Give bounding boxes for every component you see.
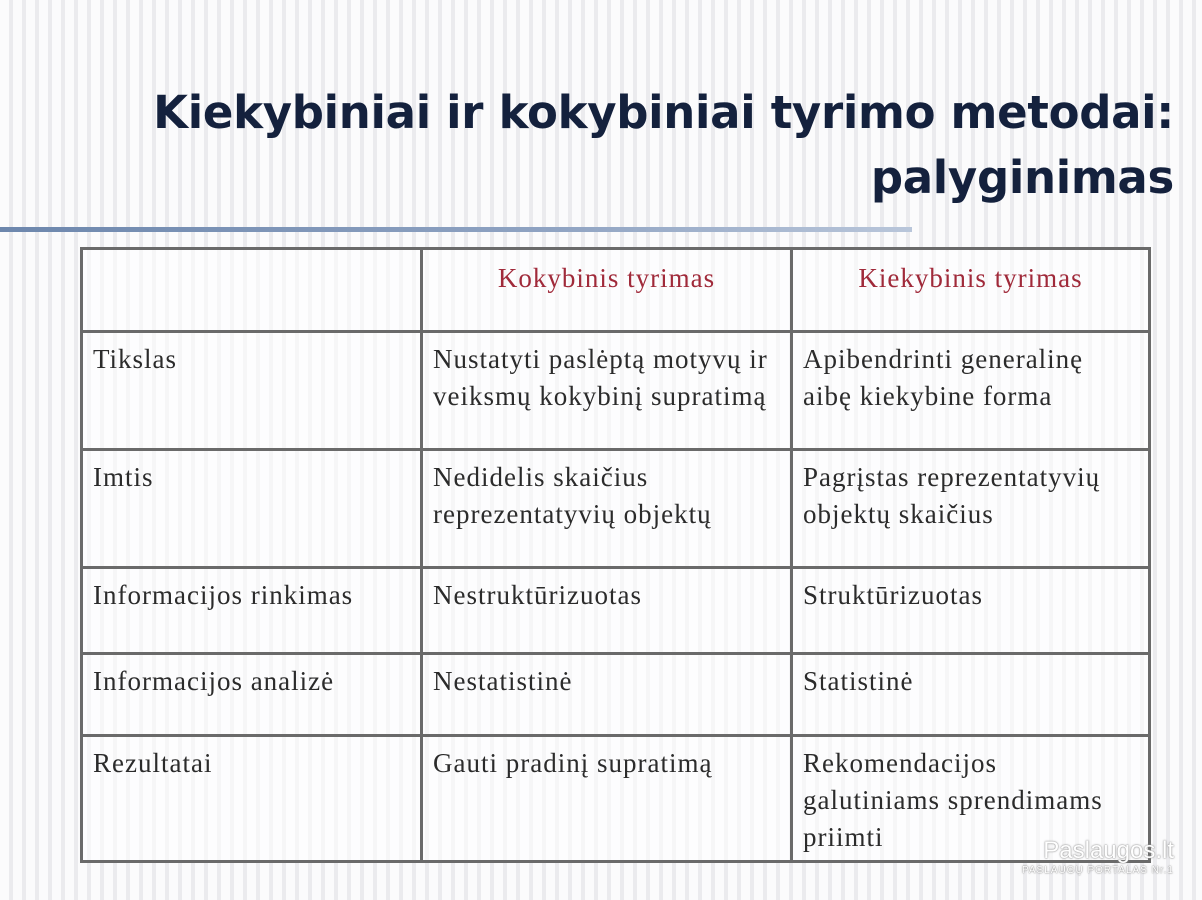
- quantitative-cell: Rekomendacijos galutiniams sprendimams priimti: [792, 736, 1150, 862]
- qualitative-cell: Nustatyti paslėptą motyvų ir veiksmų kokybinį supratimą: [422, 332, 792, 450]
- title-divider: [0, 227, 912, 232]
- quantitative-cell: Struktūrizuotas: [792, 568, 1150, 654]
- table-row: [82, 736, 1150, 862]
- qualitative-cell: Nestruktūrizuotas: [422, 568, 792, 654]
- table-row: [82, 654, 1150, 736]
- header-cell-quantitative: Kiekybinis tyrimas: [792, 249, 1150, 332]
- comparison-table: [80, 247, 1151, 863]
- table-row: [82, 332, 1150, 450]
- watermark-brand: Paslaugos.lt: [1043, 837, 1174, 864]
- header-cell-qualitative: Kokybinis tyrimas: [422, 249, 792, 332]
- qualitative-cell: Gauti pradinį supratimą: [422, 736, 792, 862]
- table-header-row: [82, 249, 1150, 332]
- row-label-cell: Rezultatai: [82, 736, 422, 862]
- row-label-cell: Informacijos analizė: [82, 654, 422, 736]
- quantitative-cell: Apibendrinti generalinę aibę kiekybine forma: [792, 332, 1150, 450]
- watermark-logo: [1022, 838, 1174, 878]
- watermark-subtitle: PASLAUGŲ PORTALAS Nr.1: [1021, 865, 1174, 876]
- qualitative-cell: Nestatistinė: [422, 654, 792, 736]
- header-cell-empty: [82, 249, 422, 332]
- row-label-cell: Imtis: [82, 450, 422, 568]
- slide-title-line-1: Kiekybiniai ir kokybiniai tyrimo metodai:: [153, 86, 1174, 139]
- table-row: [82, 450, 1150, 568]
- quantitative-cell: Statistinė: [792, 654, 1150, 736]
- quantitative-cell: Pagrįstas reprezentatyvių objektų skaičius: [792, 450, 1150, 568]
- row-label-cell: Tikslas: [82, 332, 422, 450]
- qualitative-cell: Nedidelis skaičius reprezentatyvių objektų: [422, 450, 792, 568]
- table-row: [82, 568, 1150, 654]
- slide-title: [124, 80, 1174, 210]
- slide-title-line-2: palyginimas: [870, 151, 1174, 204]
- row-label-cell: Informacijos rinkimas: [82, 568, 422, 654]
